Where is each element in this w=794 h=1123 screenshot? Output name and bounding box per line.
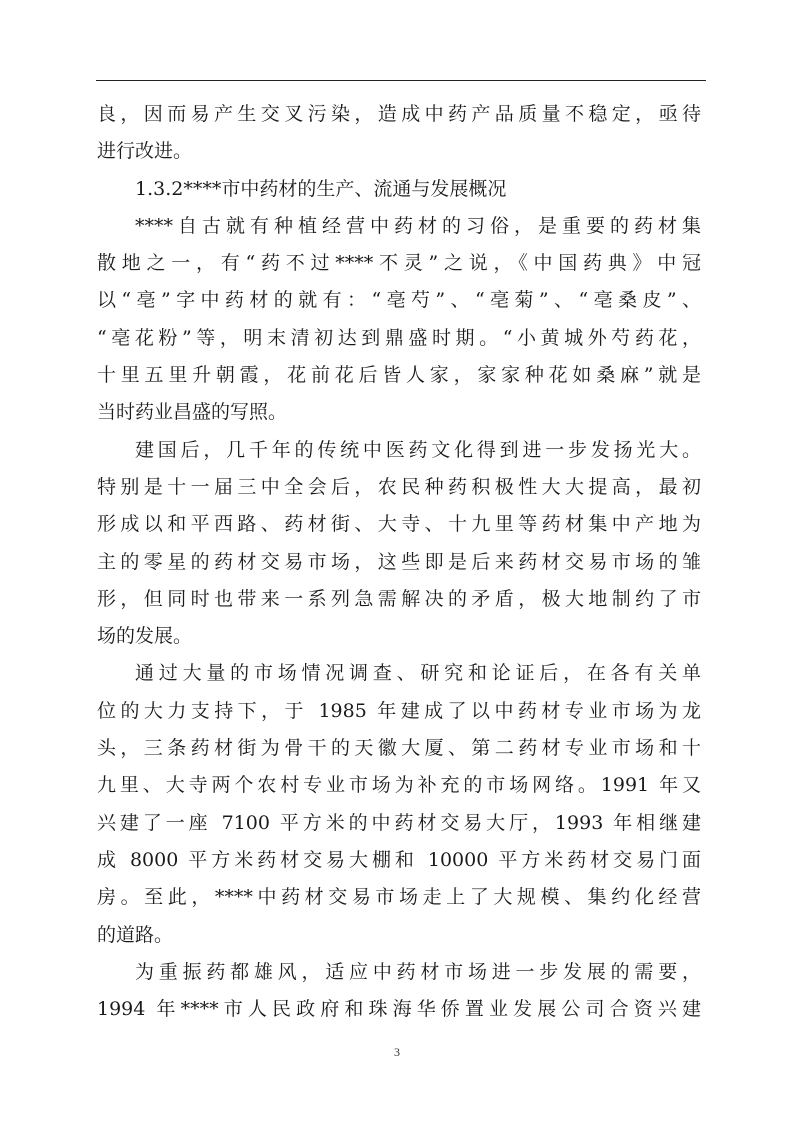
text-line: 主的零星的药材交易市场，这些即是后来药材交易市场的雏 [97,550,701,573]
text-line: 1994 年****市人民政府和珠海华侨置业发展公司合资兴建 [97,998,701,1021]
text-line: 形，但同时也带来一系列急需解决的矛盾，极大地制约了市 [97,587,701,610]
paragraph [97,954,701,1029]
heading-line: 1.3.2****市中药材的生产、流通与发展概况 [135,177,507,200]
text-line: 场的发展。 [97,625,193,648]
document-body [97,96,701,1028]
text-line: 建国后，几千年的传统中医药文化得到进一步发扬光大。 [135,438,701,461]
paragraph [97,208,701,432]
text-line: 特别是十一届三中全会后，农民种药积极性大大提高，最初 [97,475,701,498]
text-line: 兴建了一座 7100 平方米的中药材交易大厅，1993 年相继建 [97,811,701,834]
text-line: 通过大量的市场情况调查、研究和论证后，在各有关单 [135,662,701,685]
text-line: 当时药业昌盛的写照。 [97,401,288,424]
header-rule [96,80,706,81]
text-line: ****自古就有种植经营中药材的习俗，是重要的药材集 [135,214,701,237]
text-line: 形成以和平西路、药材街、大寺、十九里等药材集中产地为 [97,513,701,536]
text-line: 良，因而易产生交叉污染，造成中药产品质量不稳定，亟待 [97,103,701,125]
text-line: 成 8000 平方米药材交易大棚和 10000 平方米药材交易门面 [97,848,701,871]
page-number: 3 [394,1045,400,1059]
text-line: 为重振药都雄风，适应中药材市场进一步发展的需要， [135,960,701,983]
paragraph [97,655,701,953]
text-line: 以“亳”字中药材的就有：“亳芍”、“亳菊”、“亳桑皮”、 [97,289,701,312]
text-line: 散地之一，有“药不过****不灵”之说，《中国药典》中冠 [97,252,701,275]
paragraph-continuation [97,96,701,171]
paragraph [97,432,701,656]
text-line: 位的大力支持下，于 1985 年建成了以中药材专业市场为龙 [97,699,701,722]
section-heading [97,171,701,208]
text-line: 十里五里升朝霞，花前花后皆人家，家家种花如桑麻”就是 [97,364,701,387]
text-line: 九里、大寺两个农村专业市场为补充的市场网络。1991 年又 [97,774,701,797]
text-line: 进行改进。 [97,140,193,163]
text-line: “亳花粉”等，明末清初达到鼎盛时期。“小黄城外芍药花， [97,326,701,349]
text-line: 的道路。 [97,923,174,946]
text-line: 头，三条药材街为骨干的天徽大厦、第二药材专业市场和十 [97,737,701,760]
text-line: 房。至此，****中药材交易市场走上了大规模、集约化经营 [97,886,701,909]
